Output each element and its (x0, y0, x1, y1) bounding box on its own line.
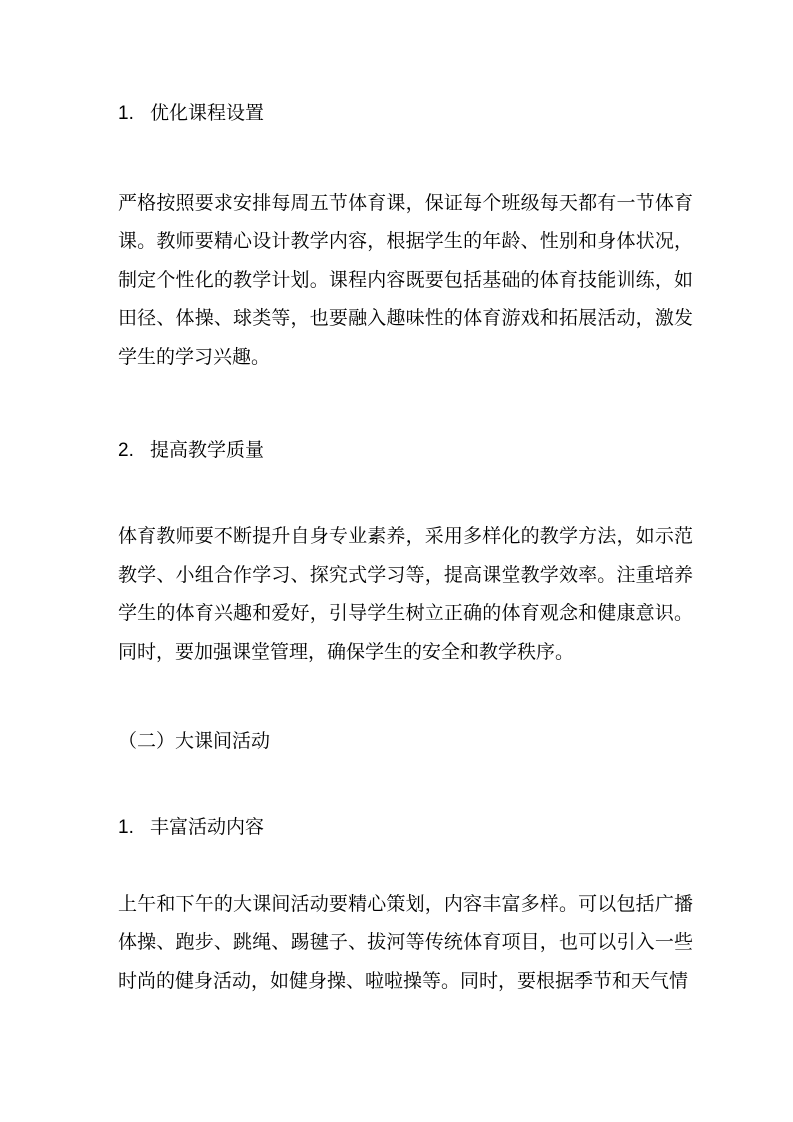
paragraph-curriculum-details: 严格按照要求安排每周五节体育课，保证每个班级每天都有一节体育课。教师要精心设计教学内容，根据学生的年龄、性别和身体状况，制定个性化的教学计划。课程内容既要包括基础的体育技能训练，如田径、体操、球类等，也要融入趣味性的体育游戏和拓展活动，激发学生的学习兴趣。 (118, 192, 693, 368)
numbered-heading-optimize-curriculum (118, 95, 693, 134)
heading-number: 1. (118, 103, 134, 124)
heading-number: 2. (118, 439, 134, 461)
numbered-heading-teaching-quality (118, 432, 693, 471)
paragraph-teaching-quality-details: 体育教师要不断提升自身专业素养，采用多样化的教学方法，如示范教学、小组合作学习、探究式学习等，提高课堂教学效率。注重培养学生的体育兴趣和爱好，引导学生树立正确的体育观念和健康意识。同时，要加强课堂管理，确保学生的安全和教学秩序。 (118, 526, 693, 663)
heading-number: 1. (118, 817, 134, 839)
numbered-heading-enrich-activities (118, 809, 693, 848)
section-heading-recess-activities: （二）大课间活动 (118, 730, 271, 752)
heading-text: 优化课程设置 (150, 103, 265, 124)
paragraph-recess-activities-details: 上午和下午的大课间活动要精心策划，内容丰富多样。可以包括广播体操、跑步、跳绳、踢毽子、拔河等传统体育项目，也可以引入一些时尚的健身活动，如健身操、啦啦操等。同时，要根据季节和天气情 (118, 893, 693, 992)
heading-text: 提高教学质量 (150, 439, 265, 461)
page-content (0, 95, 793, 1002)
heading-text: 丰富活动内容 (150, 817, 265, 839)
